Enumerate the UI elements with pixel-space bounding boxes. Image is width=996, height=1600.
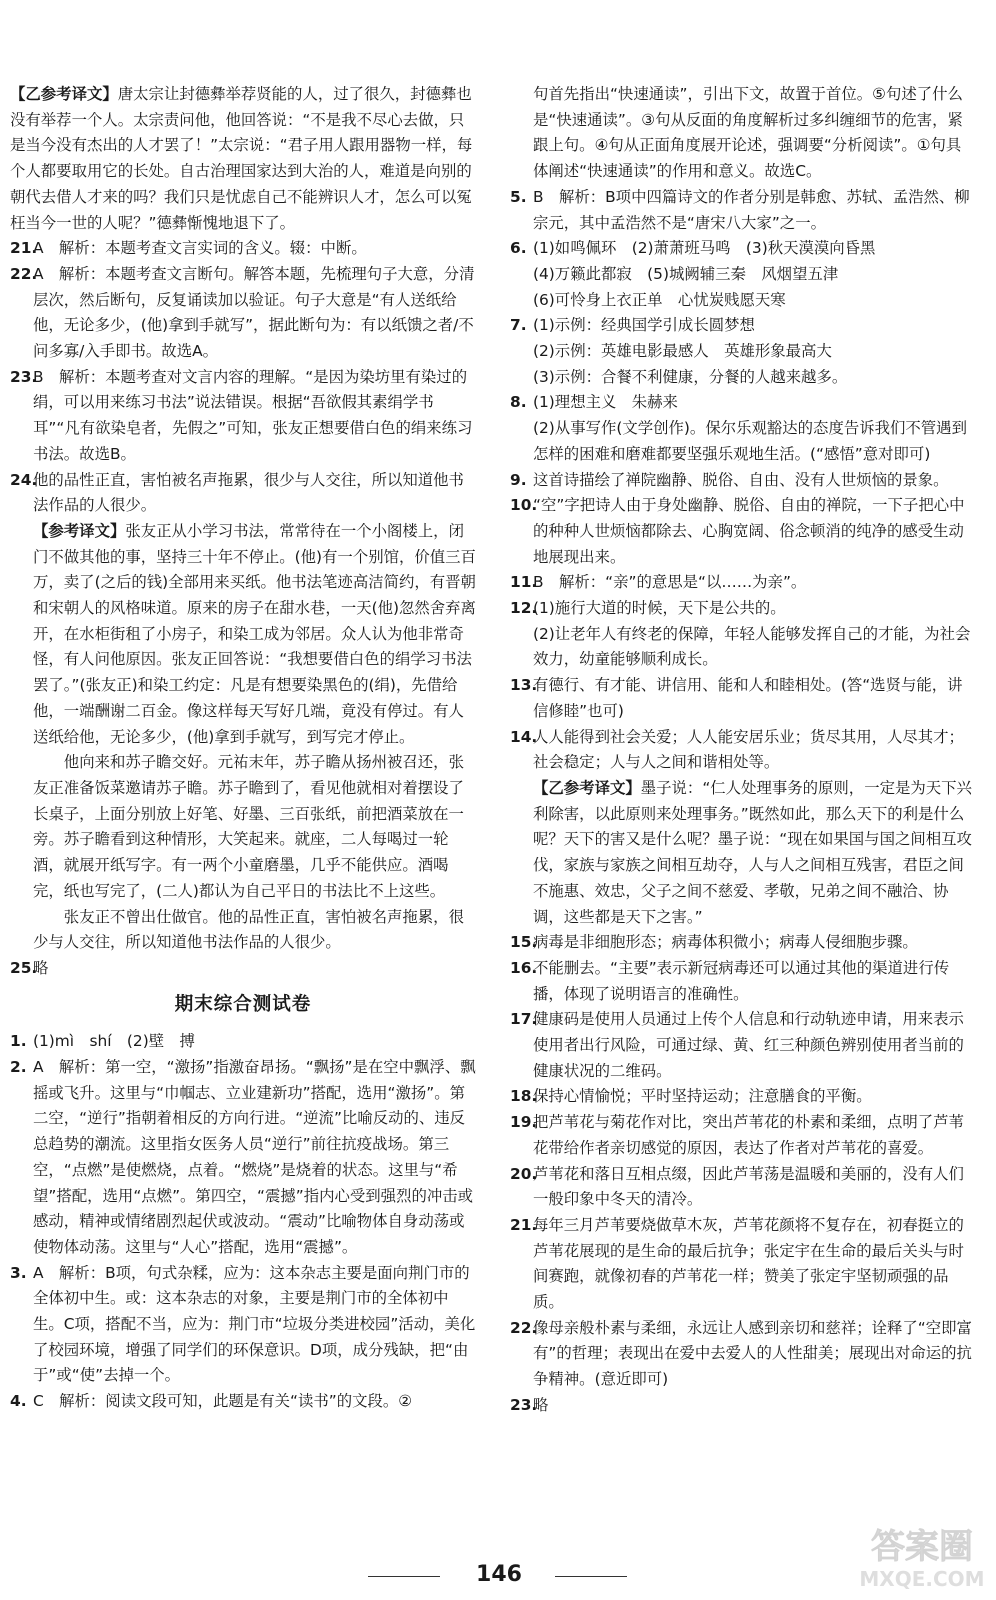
answer-item	[10, 365, 476, 468]
left-column	[10, 82, 476, 1415]
page-number: 146	[476, 1562, 522, 1587]
ref-para-2: 他向来和苏子瞻交好。元祐末年，苏子瞻从扬州被召还，张友正准备饭菜邀请苏子瞻。苏子瞻到了，看见他就相对着摆设了长桌子，上面分别放上好笔、好墨、三百张纸，前把酒菜放在一旁。苏子瞻看到这种情形，大笑起来。就座，二人每喝过一轮酒，就展开纸写字。有一两个小童磨墨，几乎不能供应。酒喝完，纸也写完了，(二人)都认为自己平日的书法比不上这些。	[33, 753, 464, 900]
reference-translation	[10, 519, 476, 956]
item-text: A 解析：本题考查文言实词的含义。辍：中断。	[33, 239, 367, 258]
item-line: (3)示例：合餐不利健康，分餐的人越来越多。	[533, 367, 848, 386]
item-text: 人人能得到社会关爱；人人能安居乐业；货尽其用，人尽其才；社会稳定；人与人之间和谐相处等。	[533, 727, 964, 772]
answer-item	[10, 236, 476, 262]
item-number: 5.	[510, 187, 527, 206]
ref-para-1	[33, 519, 476, 750]
item-line: (2)从事写作(文学创作)。保尔乐观豁达的态度告诉我们不管遇到怎样的困难和磨难都要坚强乐观地生活。(“感悟”意对即可)	[533, 419, 967, 463]
item-text: A 解析：第一空，“激扬”指激奋昂扬。“飘扬”是在空中飘浮、飘摇或飞升。这里与“巾帼志、立业建新功”搭配，选用“激扬”。第二空，“逆行”指朝着相反的方向行进。“逆流”比喻反动的、违反总趋势的潮流。这里指女医务人员“逆行”前往抗疫战场。第三空，“点燃”是使燃烧，点着。“燃烧”是烧着的状态。这里与“希望”搭配，选用“点燃”。第四空，“震撼”指内心受到强烈的冲击或感动，精神或情绪剧烈起伏或波动。“震动”比喻物体自身动荡或使物体动荡。这里与“人心”搭配，选用“震撼”。	[33, 1058, 476, 1256]
item-text: 略	[533, 1395, 549, 1414]
item-number: 10.	[510, 496, 538, 515]
translation-tag: 【参考译文】	[33, 521, 126, 540]
item-number: 22.	[510, 1318, 538, 1337]
item-number: 7.	[510, 316, 527, 335]
answer-item	[510, 1162, 976, 1213]
answer-item	[510, 236, 976, 313]
answer-item	[510, 930, 976, 956]
item-text: 不能删去。“主要”表示新冠病毒还可以通过其他的渠道进行传播，体现了说明语言的准确性。	[533, 958, 950, 1003]
item-line: (6)可怜身上衣正单 心忧炭贱愿天寒	[533, 290, 786, 309]
item-text: B 解析：B项中四篇诗文的作者分别是韩愈、苏轼、孟浩然、柳宗元，其中孟浩然不是“唐宋八大家”之一。	[533, 187, 970, 232]
item-text: 略	[33, 958, 49, 977]
page-footer	[0, 1558, 996, 1594]
item-number: 4.	[10, 1392, 27, 1411]
answer-item	[510, 1213, 976, 1316]
item-number: 12.	[510, 599, 538, 618]
answer-item	[510, 1084, 976, 1110]
continuation-text: 句首先指出“快速通读”，引出下文，故置于首位。⑤句述了什么是“快速通读”。③句从反面的角度解析过多纠缠细节的危害，紧跟上句。④句从正面角度展开论述，强调要“分析阅读”。①句具体阐述“快速通读”的作用和意义。故选C。	[533, 85, 963, 181]
answer-item	[510, 570, 976, 596]
item-number: 20.	[510, 1164, 538, 1183]
answer-item	[510, 1110, 976, 1161]
ref-text-1: 张友正从小学习书法，常常待在一个小阁楼上，闭门不做其他的事，坚持三十年不停止。(他)有一个别馆，价值三百万，卖了(之后的钱)全部用来买纸。他书法笔迹高洁简约，有晋朝和宋朝人的风格味道。原来的房子在甜水巷，一天(他)忽然舍弃离开，在水柜街租了小房子，和染工成为邻居。众人认为他非常奇怪，有人问他原因。张友正回答说：“我想要借白色的绢学习书法罢了。”(张友正)和染工约定：凡是有想要染黑色的(绢)，先借给他，一端酬谢二百金。像这样每天写好几端，竟没有停过。有人送纸给他，无论多少，(他)拿到手就写，到写完才停止。	[33, 521, 476, 746]
item-number: 15.	[510, 933, 538, 952]
footer-rule-right	[555, 1576, 627, 1577]
item-text: “空”字把诗人由于身处幽静、脱俗、自由的禅院，一下子把心中的种种人世烦恼都除去、心胸宽阔、俗念顿消的纯净的感受生动地展现出来。	[533, 496, 965, 566]
reference-translation-yi	[510, 776, 976, 930]
item-number: 21.	[510, 1215, 538, 1234]
section-title: 期末综合测试卷	[174, 993, 312, 1015]
item-number: 11.	[510, 573, 538, 592]
answer-item	[10, 956, 476, 982]
answer-item	[10, 1029, 476, 1055]
item-number: 19.	[510, 1113, 538, 1132]
answer-item	[10, 468, 476, 519]
translation-block-yi	[10, 82, 476, 236]
answer-item	[510, 956, 976, 1007]
item-number: 13.	[510, 676, 538, 695]
item-number: 18.	[510, 1087, 538, 1106]
item-number: 16.	[510, 958, 538, 977]
item-text: 芦苇花和落日互相点缀，因此芦苇荡是温暖和美丽的，没有人们一般印象中冬天的清冷。	[533, 1164, 964, 1209]
footer-rule-left	[368, 1576, 440, 1577]
item-number: 17.	[510, 1010, 538, 1029]
item-number: 14.	[510, 727, 538, 746]
translation-text: 墨子说：“仁人处理事务的原则，一定是为天下兴利除害，以此原则来处理事务。”既然如此，那么天下的利是什么呢？天下的害又是什么呢？墨子说：“现在如果国与国之间相互攻伐，家族与家族之间相互劫夺，人与人之间相互残害，君臣之间不施惠、效忠，父子之间不慈爱、孝敬，兄弟之间不融洽、协调，这些都是天下之害。”	[533, 778, 972, 926]
watermark-text-top: 答案圈	[871, 1527, 973, 1567]
item-line: (1)示例：经典国学引成长圆梦想	[533, 316, 755, 335]
answer-item	[10, 1261, 476, 1390]
answer-item	[510, 185, 976, 236]
answer-item	[510, 1393, 976, 1419]
item-number: 1.	[10, 1032, 27, 1051]
item-line: (2)示例：英雄电影最感人 英雄形象最高大	[533, 342, 832, 361]
item-text: 每年三月芦苇要烧做草木灰，芦苇花颜将不复存在，初春挺立的芦苇花展现的是生命的最后抗争；张定宇在生命的最后关头与时间赛跑，就像初春的芦苇花一样；赞美了张定宇坚韧顽强的品质。	[533, 1215, 964, 1312]
item-line: (1)施行大道的时候，天下是公共的。	[533, 599, 786, 618]
item-text: A 解析：B项，句式杂糅，应为：这本杂志主要是面向荆门市的全体初中生。或：这本杂志的对象，主要是荆门市的全体初中生。C项，搭配不当，应为：荆门市“垃圾分类进校园”活动，美化了校园环境，增强了同学们的环保意识。D项，成分残缺，把“由于”或“使”去掉一个。	[33, 1263, 476, 1385]
item-number: 24.	[10, 470, 38, 489]
answer-item	[510, 673, 976, 724]
ref-para-3: 张友正不曾出仕做官。他的品性正直，害怕被名声拖累，很少与人交往，所以知道他书法作品的人很少。	[33, 907, 464, 952]
answer-item	[510, 1007, 976, 1084]
item-number: 9.	[510, 470, 527, 489]
item-text: B 解析：“亲”的意思是“以……为亲”。	[533, 573, 807, 592]
answer-item	[10, 1055, 476, 1261]
item-number: 22.	[10, 264, 38, 283]
item-line: (2)让老年人有终老的保障，年轻人能够发挥自己的才能，为社会效力，幼童能够顺利成长。	[533, 624, 971, 669]
item-text: A 解析：本题考查文言断句。解答本题，先梳理句子大意，分清层次，然后断句，反复诵读加以验证。句子大意是“有人送纸给他，无论多少，(他)拿到手就写”，据此断句为：有以纸馈之者/不问多寡/入手即书。故选A。	[33, 264, 475, 361]
answer-item	[10, 262, 476, 365]
answer-item	[510, 390, 976, 467]
translation-tag: 【乙参考译文】	[10, 85, 118, 103]
item-text: 健康码是使用人员通过上传个人信息和行动轨迹申请，用来表示使用者出行风险，可通过绿、黄、红三种颜色辨别使用者当前的健康状况的二维码。	[533, 1010, 964, 1080]
item-number: 23.	[510, 1395, 538, 1414]
answer-item	[510, 1316, 976, 1393]
item-4-continuation	[510, 82, 976, 185]
item-number: 3.	[10, 1263, 27, 1282]
answer-item	[10, 1389, 476, 1415]
answer-item	[510, 468, 976, 494]
item-line: (1)如鸣佩环 (2)萧萧班马鸣 (3)秋天漠漠向昏黑	[533, 239, 876, 258]
item-number: 21.	[10, 239, 38, 258]
item-text: 保持心情愉悦；平时坚持运动；注意膳食的平衡。	[533, 1087, 872, 1106]
item-text: (1)mì shí (2)壁 搏	[33, 1032, 195, 1051]
item-line: (1)理想主义 朱赫来	[533, 393, 678, 412]
item-number: 6.	[510, 239, 527, 258]
item-text: C 解析：阅读文段可知，此题是有关“读书”的文段。②	[33, 1392, 413, 1411]
item-text: 像母亲般朴素与柔细，永远让人感到亲切和慈祥；诠释了“空即富有”的哲理；表现出在爱中去爱人的人性甜美；展现出对命运的抗争精神。(意近即可)	[533, 1318, 972, 1389]
item-number: 8.	[510, 393, 527, 412]
answer-item	[510, 596, 976, 673]
translation-text: 唐太宗让封德彝举荐贤能的人，过了很久，封德彝也没有举荐一个人。太宗责问他，他回答说：“不是我不尽心去做，只是当今没有杰出的人才罢了！”太宗说：“君子用人跟用器物一样，每个人都要取用它的长处。自古治理国家达到大治的人，难道是向别的朝代去借人才来的吗？我们只是忧虑自己不能辨识人才，怎么可以冤枉当今一世的人呢？”德彝惭愧地退下了。	[10, 85, 473, 232]
translation-tag: 【乙参考译文】	[533, 778, 641, 797]
item-text: 他的品性正直，害怕被名声拖累，很少与人交往，所以知道他书法作品的人很少。	[33, 470, 464, 515]
watermark-text-bottom: MXQE.COM	[859, 1567, 985, 1591]
watermark-logo	[852, 1518, 992, 1594]
answer-item	[510, 493, 976, 570]
answer-item	[510, 725, 976, 776]
item-text: 这首诗描绘了禅院幽静、脱俗、自由、没有人世烦恼的景象。	[533, 470, 949, 489]
item-number: 23.	[10, 367, 38, 386]
item-number: 2.	[10, 1058, 27, 1077]
answer-item	[510, 313, 976, 390]
item-text: 把芦苇花与菊花作对比，突出芦苇花的朴素和柔细，点明了芦苇花带给作者亲切感觉的原因，表达了作者对芦苇花的喜爱。	[533, 1113, 964, 1157]
item-text: 有德行、有才能、讲信用、能和人和睦相处。(答“选贤与能，讲信修睦”也可)	[533, 676, 963, 720]
item-line: (4)万籁此都寂 (5)城阙辅三秦 风烟望五津	[533, 264, 839, 283]
item-text: 病毒是非细胞形态；病毒体积微小；病毒人侵细胞步骤。	[533, 933, 918, 952]
item-text: B 解析：本题考查对文言内容的理解。“是因为染坊里有染过的绢，可以用来练习书法”说法错误。根据“吾欲假其素绢学书耳”“凡有欲染皂者，先假之”可知，张友正想要借白色的绢来练习书法。故选B。	[33, 367, 473, 463]
item-number: 25.	[10, 958, 38, 977]
right-column	[510, 82, 976, 1419]
